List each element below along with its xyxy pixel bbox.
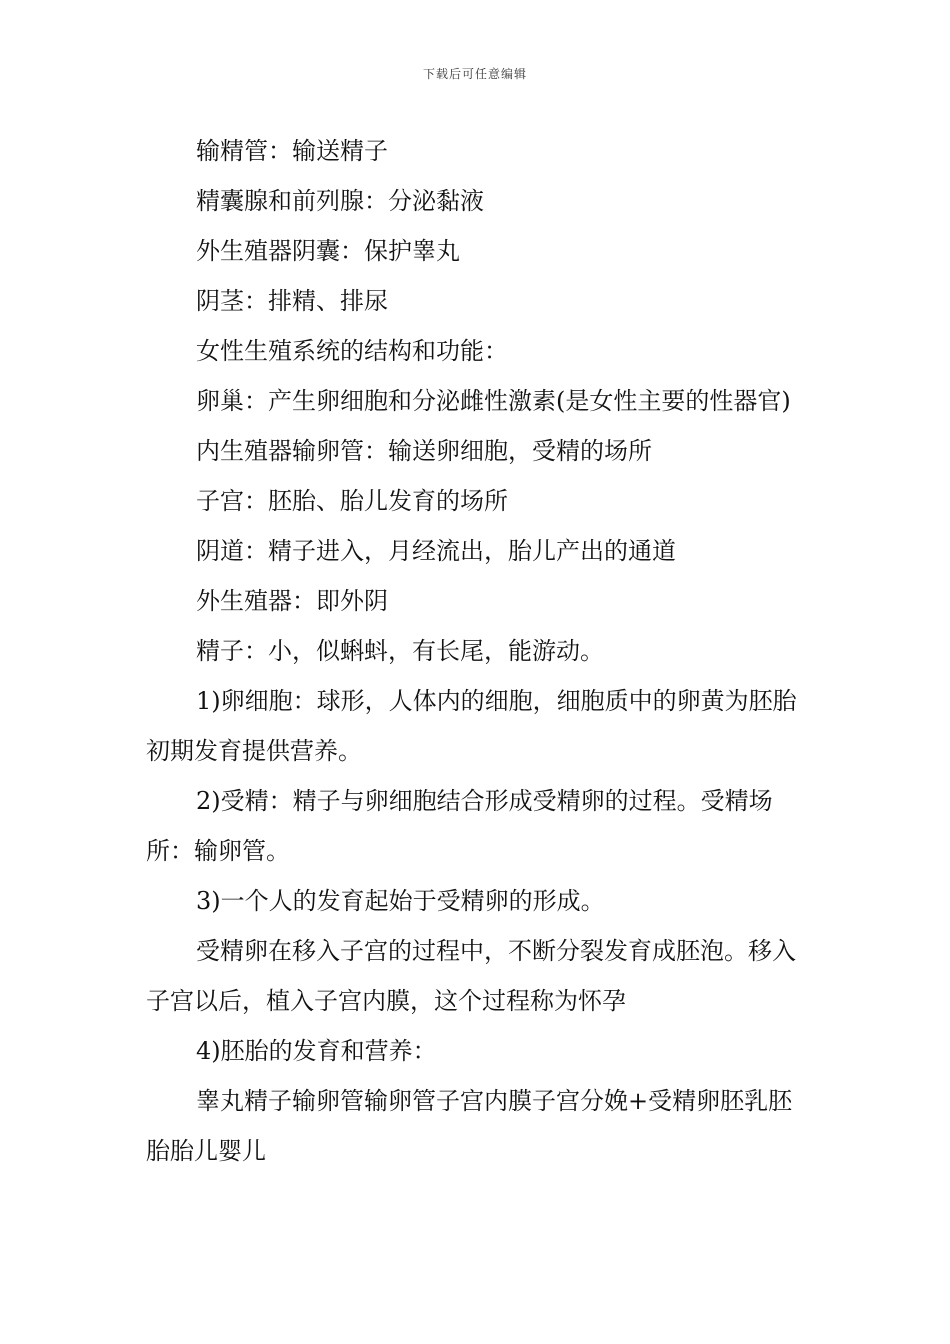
paragraph: 子宫：胚胎、胎儿发育的场所 bbox=[196, 487, 508, 515]
paragraph: 阴道：精子进入，月经流出，胎儿产出的通道 bbox=[196, 537, 676, 565]
paragraph: 内生殖器输卵管：输送卵细胞，受精的场所 bbox=[196, 437, 652, 465]
paragraph: 女性生殖系统的结构和功能： bbox=[196, 337, 508, 365]
document-body bbox=[146, 126, 810, 1176]
paragraph: 睾丸精子输卵管输卵管子宫内膜子宫分娩+受精卵胚乳胚胎胎儿婴儿 bbox=[146, 1087, 793, 1165]
paragraph: 3)一个人的发育起始于受精卵的形成。 bbox=[196, 887, 605, 915]
paragraph: 外生殖器：即外阴 bbox=[196, 587, 388, 615]
paragraph: 4)胚胎的发育和营养： bbox=[196, 1037, 437, 1065]
paragraph: 阴茎：排精、排尿 bbox=[196, 287, 388, 315]
paragraph: 1)卵细胞：球形，人体内的细胞，细胞质中的卵黄为胚胎初期发育提供营养。 bbox=[146, 687, 797, 765]
paragraph: 受精卵在移入子宫的过程中，不断分裂发育成胚泡。移入子宫以后，植入子宫内膜，这个过程称为怀孕 bbox=[146, 937, 796, 1015]
paragraph: 精子：小，似蝌蚪，有长尾，能游动。 bbox=[196, 637, 604, 665]
paragraph: 外生殖器阴囊：保护睾丸 bbox=[196, 237, 460, 265]
page-header-note: 下载后可任意编辑 bbox=[422, 67, 527, 81]
paragraph: 卵巢：产生卵细胞和分泌雌性激素(是女性主要的性器官) bbox=[196, 387, 791, 415]
paragraph: 输精管：输送精子 bbox=[196, 137, 388, 165]
paragraph: 2)受精：精子与卵细胞结合形成受精卵的过程。受精场所：输卵管。 bbox=[146, 787, 773, 865]
paragraph: 精囊腺和前列腺：分泌黏液 bbox=[196, 187, 484, 215]
